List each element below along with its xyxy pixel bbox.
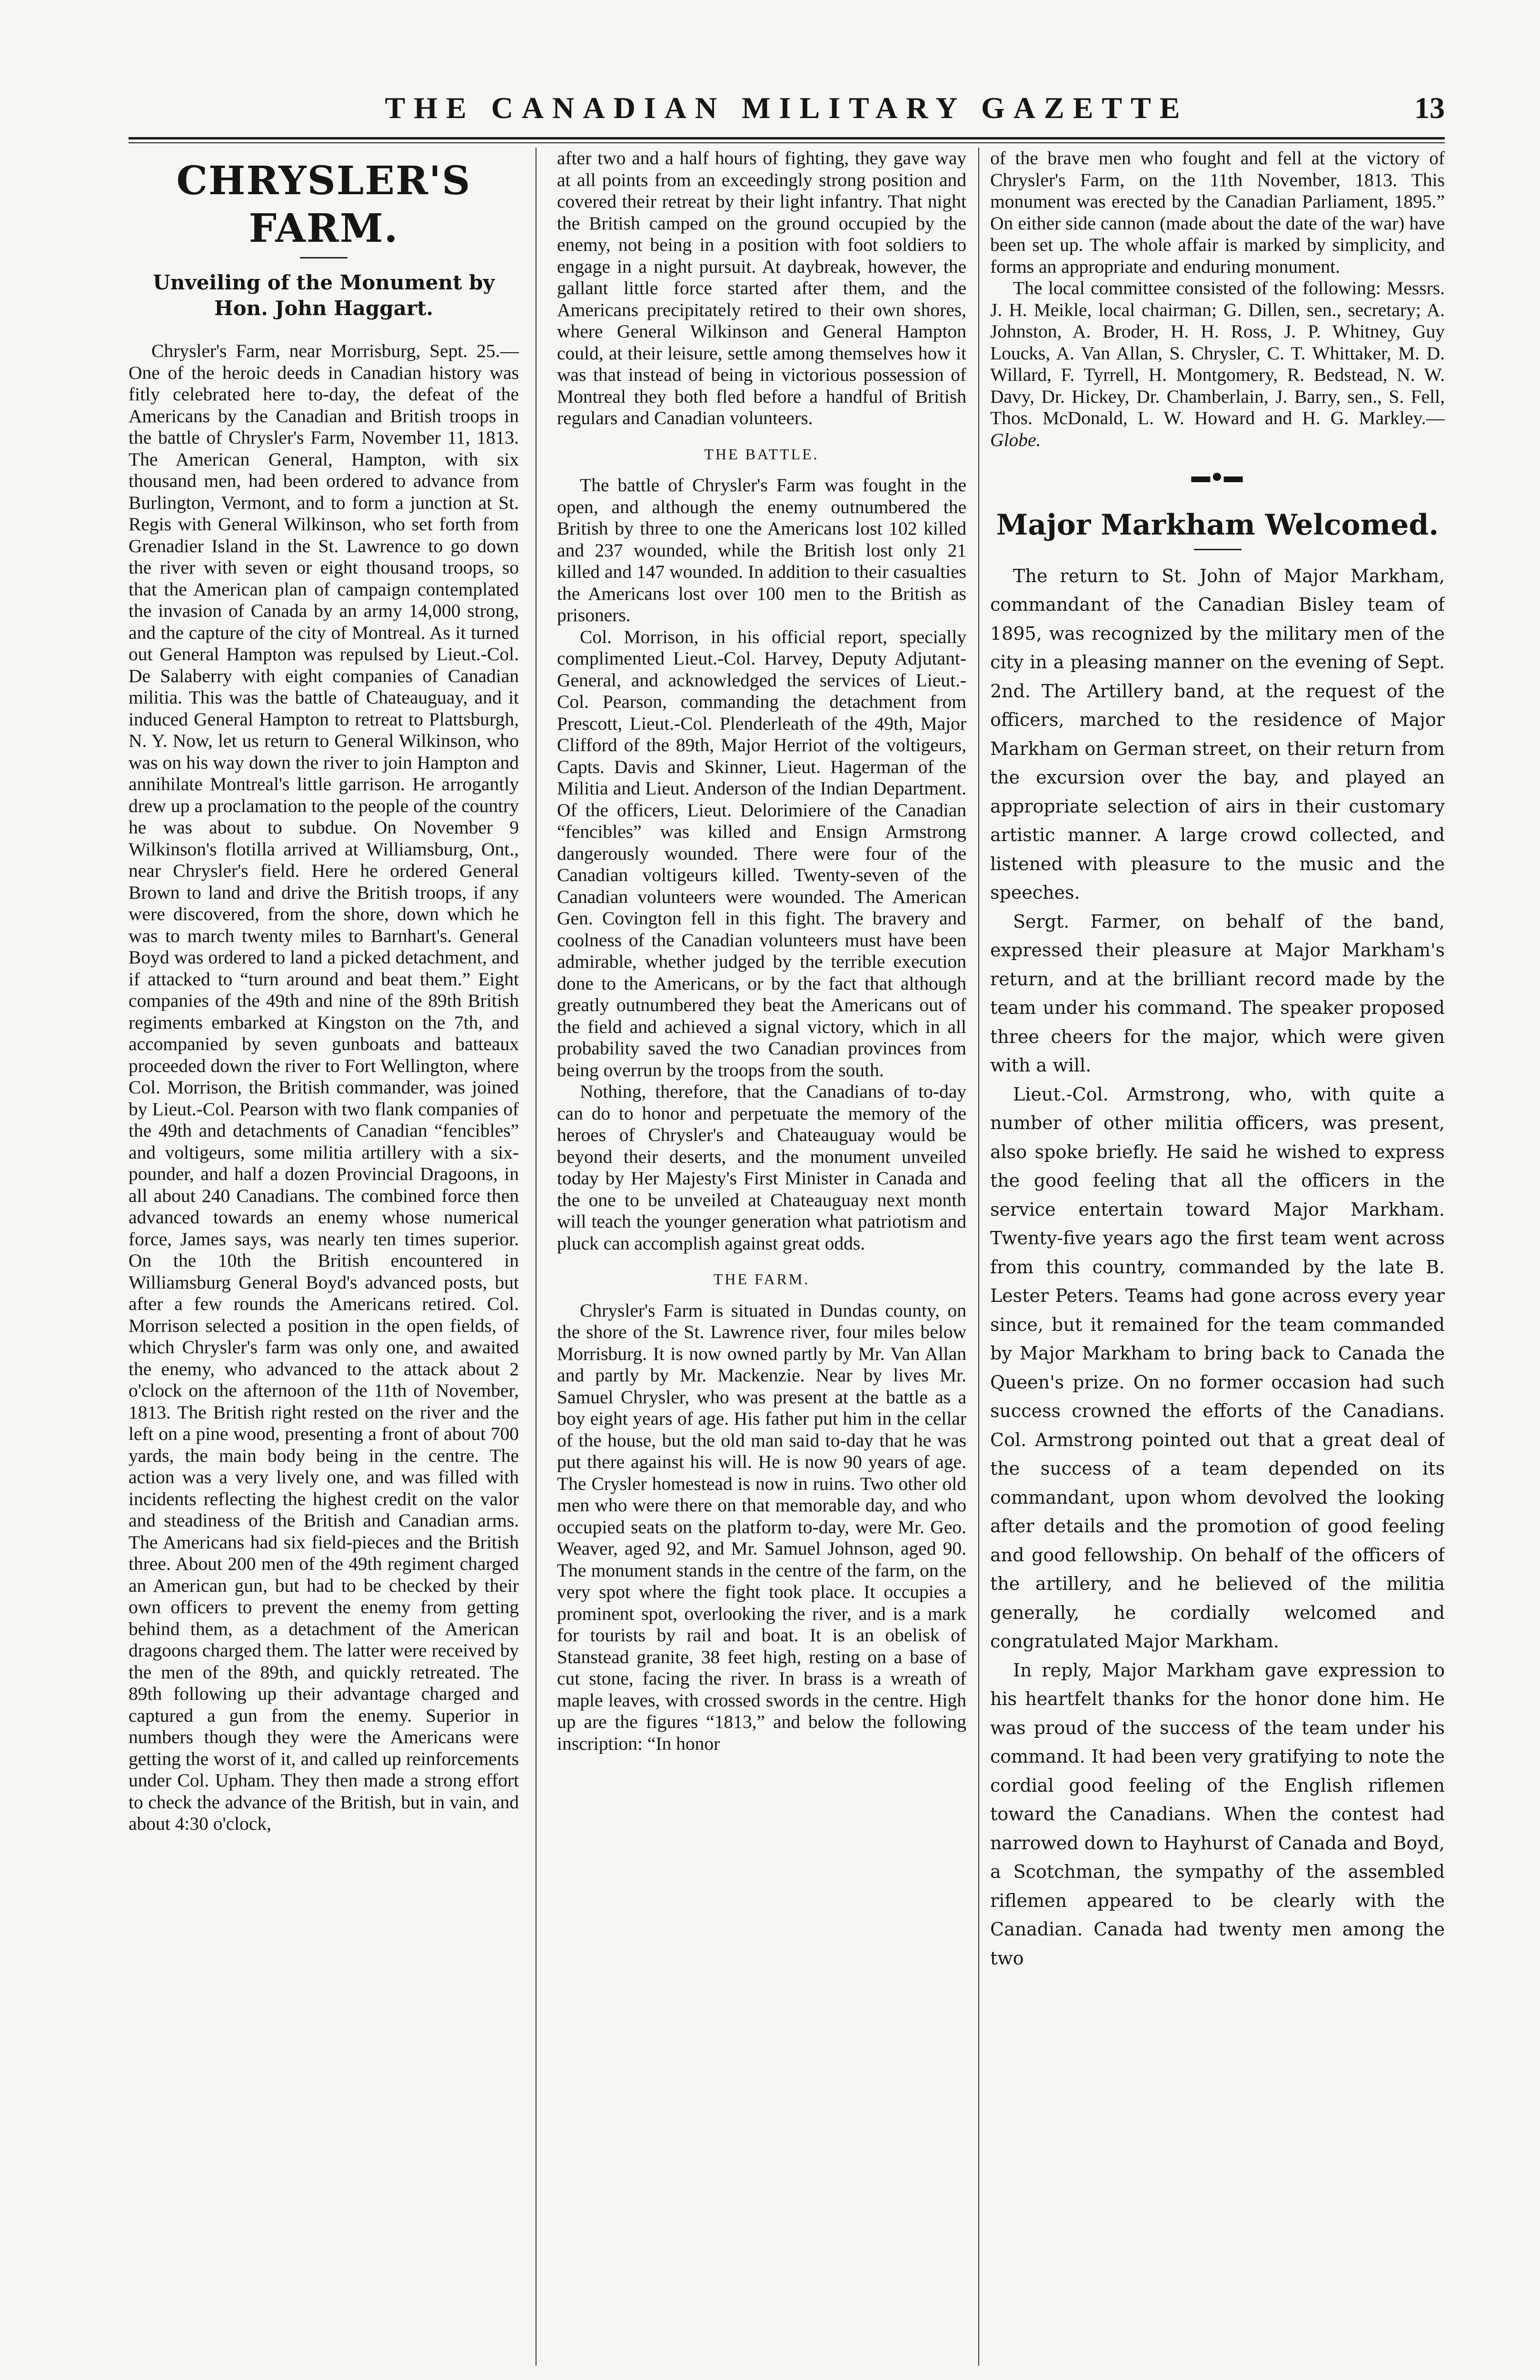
column-divider-1 <box>536 148 537 2366</box>
column-1 <box>129 148 519 2366</box>
article-paragraph: Nothing, therefore, that the Canadians of to-day can do to honor and perpetuate the memory of the heroes of Chrysler's and Chateauguay would be beyond their deserts, and the monument unveiled today by Her Majesty's First Minister in Canada and the one to be unveiled at Chateauguay next month will teach the younger generation what patriotism and pluck can accomplish against great odds. <box>557 1081 966 1254</box>
article-paragraph: In reply, Major Markham gave expression to his heartfelt thanks for the honor done him. He was proud of the success of the team under his command. It had been very gratifying to note the cordial good feeling of the English riflemen toward the Canadians. When the contest had narrowed down to Hayhurst of Canada and Boyd, a Scotchman, the sympathy of the assembled riflemen appeared to be clearly with the Canadian. Canada had twenty men among the two <box>990 1659 1445 1969</box>
divider-ornament: ▬●▬ <box>1191 465 1244 486</box>
article-paragraph: The return to St. John of Major Markham, commandant of the Canadian Bisley team of 1895, was recognized by the military men of the city in a pleasing manner on the evening of Sept. 2nd. The Artillery band, at the request of the officers, marched to the residence of Major Markham on German street, on their return from the excursion over the bay, and played an appropriate selection of airs in their customary artistic manner. A large crowd collected, and listened with pleasure to the music and the speeches. <box>990 565 1445 903</box>
article-paragraph: after two and a half hours of fighting, they gave way at all points from an exceedingly strong position and covered their retreat by their light infantry. That night the British camped on the ground occupied by the enemy, not being in a position with foot soldiers to engage in a night pursuit. At daybreak, however, the gallant little force started after them, and the Americans precipitately retired to their own shores, where General Wilkinson and General Hampton could, at their leisure, settle among themselves how it was that instead of being in victorious possession of Montreal they both fled before a handful of British regulars and Canadian volunteers. <box>557 148 966 428</box>
title-dash <box>1194 549 1242 550</box>
source-credit: Globe. <box>990 429 1041 450</box>
page-number: 13 <box>1414 91 1445 125</box>
article-title-markham: Major Markham Welcomed. <box>996 508 1439 542</box>
article-subtitle: Unveiling of the Monument by Hon. John Haggart. <box>153 271 495 320</box>
article-paragraph: Lieut.-Col. Armstrong, who, with quite a number of other militia officers, was present, also spoke briefly. He said he wished to express the good feeling that all the officers in the service entertain toward Major Markham. Twenty-five years ago the first team went across from this country, commanded by the late B. Lester Peters. Teams had gone across every year since, but it remained for the team commanded by Major Markham to bring back to Canada the Queen's prize. On no former occasion had such success crowned the efforts of the Canadians. Col. Armstrong pointed out that a great deal of the success of a team depended on its commandant, upon whom devolved the looking after details and the promotion of good feeling and good fellowship. On behalf of the officers of the artillery, and he believed of the militia generally, he cordially welcomed and congratulated Major Markham. <box>990 1083 1445 1652</box>
column-divider-2 <box>978 148 979 2366</box>
article-paragraph: Col. Morrison, in his official report, specially complimented Lieut.-Col. Harvey, Deputy Adjutant-General, and acknowledged the services of Lieut.-Col. Pearson, commanding the detachment from Prescott, Lieut.-Col. Plenderleath of the 49th, Major Clifford of the 89th, Major Herriot of the voltigeurs, Capts. Davis and Skinner, Lieut. Hagerman of the Militia and Lieut. Anderson of the Indian Department. Of the officers, Lieut. Delorimiere of the Canadian “fencibles” was killed and Ensign Armstrong dangerously wounded. There were four of the Canadian voltigeurs killed. Twenty-seven of the Canadian volunteers were wounded. The American Gen. Covington fell in this fight. The bravery and coolness of the Canadian volunteers must have been admirable, whether judged by the terrible execution done to the Americans, or by the fact that although greatly outnumbered they beat the Americans out of the field and achieved a signal victory, which in all probability saved the two Canadian provinces from being overrun by the troops from the south. <box>557 626 966 1081</box>
section-heading-battle: THE BATTLE. <box>704 445 819 463</box>
article-paragraph: Sergt. Farmer, on behalf of the band, expressed their pleasure at Major Markham's return, and at the brilliant record made by the team under his command. The speaker proposed three cheers for the major, which were given with a will. <box>990 911 1445 1076</box>
masthead: THE CANADIAN MILITARY GAZETTE <box>385 91 1189 125</box>
article-paragraph: of the brave men who fought and fell at the victory of Chrysler's Farm, on the 11th November, 1813. This monument was erected by the Canadian Parliament, 1895.” On either side cannon (made about the date of the war) have been set up. The whole affair is marked by simplicity, and forms an appropriate and enduring monument. <box>990 148 1445 277</box>
header-rule <box>129 137 1445 143</box>
markham-article-body <box>990 562 1445 1973</box>
article-paragraph: Chrysler's Farm is situated in Dundas county, on the shore of the St. Lawrence river, four miles below Morrisburg. It is now owned partly by Mr. Van Allan and partly by Mr. Mackenzie. Near by lives Mr. Samuel Chrysler, who was present at the battle as a boy eight years of age. His father put him in the cellar of the house, but the old man said to-day that he was put there against his will. He is now 90 years of age. The Crysler homestead is now in ruins. Two other old men who were there on that memorable day, and who occupied seats on the platform to-day, were Mr. Geo. Weaver, aged 92, and Mr. Samuel Johnson, aged 90. The monument stands in the centre of the farm, on the very spot where the fight took place. It occupies a prominent spot, overlooking the river, and is a mark for tourists by rail and boat. It is an obelisk of Stanstead granite, 38 feet high, resting on a base of cut stone, facing the river. In brass is a wreath of maple leaves, with crossed swords in the centre. High up are the figures “1813,” and below the following inscription: “In honor <box>557 1299 966 1754</box>
column-2 <box>557 148 966 2366</box>
committee-list: The local committee consisted of the following: Messrs. J. H. Meikle, local chairman; G. Dillen, sen., secretary; A. Johnston, A. Broder, H. H. Ross, J. P. Whitney, Guy Loucks, A. Van Allan, S. Chrysler, C. T. Whittaker, M. D. Willard, F. Tyrrell, H. Montgomery, R. Bedstead, N. W. Davy, Dr. Hickey, Dr. Chamberlain, J. Barry, sen., S. Fell, Thos. McDonald, L. W. Howard and H. G. Markley.— <box>990 278 1445 428</box>
article-paragraph: The battle of Chrysler's Farm was fought in the open, and although the enemy outnumbered the British by three to one the Americans lost 102 killed and 237 wounded, while the British lost only 21 killed and 147 wounded. In addition to their casualties the Americans lost over 100 men to the British as prisoners. <box>557 475 966 625</box>
article-paragraph <box>990 278 1445 451</box>
page-header <box>129 90 1445 143</box>
article-paragraph: Chrysler's Farm, near Morrisburg, Sept. 25.—One of the heroic deeds in Canadian history was fitly celebrated here to-day, the defeat of the Americans by the Canadian and British troops in the battle of Chrysler's Farm, November 11, 1813. The American General, Hampton, with six thousand men, had been ordered to advance from Burlington, Vermont, and to form a junction at St. Regis with General Wilkinson, who set forth from Grenadier Island in the St. Lawrence to go down the river with seven or eight thousand troops, so that the American plan of campaign contemplated the invasion of Canada by an army 14,000 strong, and the capture of the city of Montreal. As it turned out General Hampton was repulsed by Lieut.-Col. De Salaberry with eight companies of Canadian militia. This was the battle of Chateauguay, and it induced General Hampton to retreat to Plattsburgh, N. Y. Now, let us return to General Wilkinson, who was on his way down the river to join Hampton and annihilate Montreal's little garrison. He arrogantly drew up a proclamation to the people of the country he was about to subdue. On November 9 Wilkinson's flotilla arrived at Williamsburg, Ont., near Chrysler's field. Here he ordered General Brown to land and drive the British troops, if any were discovered, from the shore, down which he was to march twenty miles to Barnhart's. General Boyd was ordered to land a picked detachment, and if attacked to “turn around and beat them.” Eight companies of the 49th and nine of the 89th British regiments embarked at Kingston on the 7th, and accompanied by seven gunboats and batteaux proceeded down the river to Fort Wellington, where Col. Morrison, the British commander, was joined by Lieut.-Col. Pearson with two flank companies of the 49th and detachments of Canadian “fencibles” and voltigeurs, some militia artillery with a six-pounder, and half a dozen Provincial Dragoons, in all about 240 Canadians. The combined force then advanced towards an enemy whose numerical force, James says, was nearly ten times superior. On the 10th the British encountered in Williamsburg General Boyd's advanced posts, but after a few rounds the Americans retired. Col. Morrison selected a position in the open fields, of which Chrysler's farm was only one, and awaited the enemy, who advanced to the attack about 2 o'clock on the afternoon of the 11th of November, 1813. The British right rested on the river and the left on a pine wood, presenting a front of about 700 yards, the main body being in the centre. The action was a very lively one, and was filled with incidents reflecting the highest credit on the valor and steadiness of the British and Canadian arms. The Americans had six field-pieces and the British three. About 200 men of the 49th regiment charged an American gun, but had to be checked by their own officers to prevent the enemy from getting behind them, as a detachment of the American dragoons charged them. The latter were received by the men of the 89th, and quickly retreated. The 89th following up their advantage charged and captured a gun from the enemy. Superior in numbers though they were the Americans were getting the worst of it, and called up reinforcements under Col. Upham. They then made a strong effort to check the advance of the British, but in vain, and about 4:30 o'clock, <box>129 340 519 1834</box>
column-3 <box>990 148 1445 2366</box>
article-title-chryslers-farm: CHRYSLER'S FARM. <box>176 158 471 251</box>
section-heading-farm: THE FARM. <box>713 1270 810 1288</box>
title-dash <box>300 257 348 258</box>
